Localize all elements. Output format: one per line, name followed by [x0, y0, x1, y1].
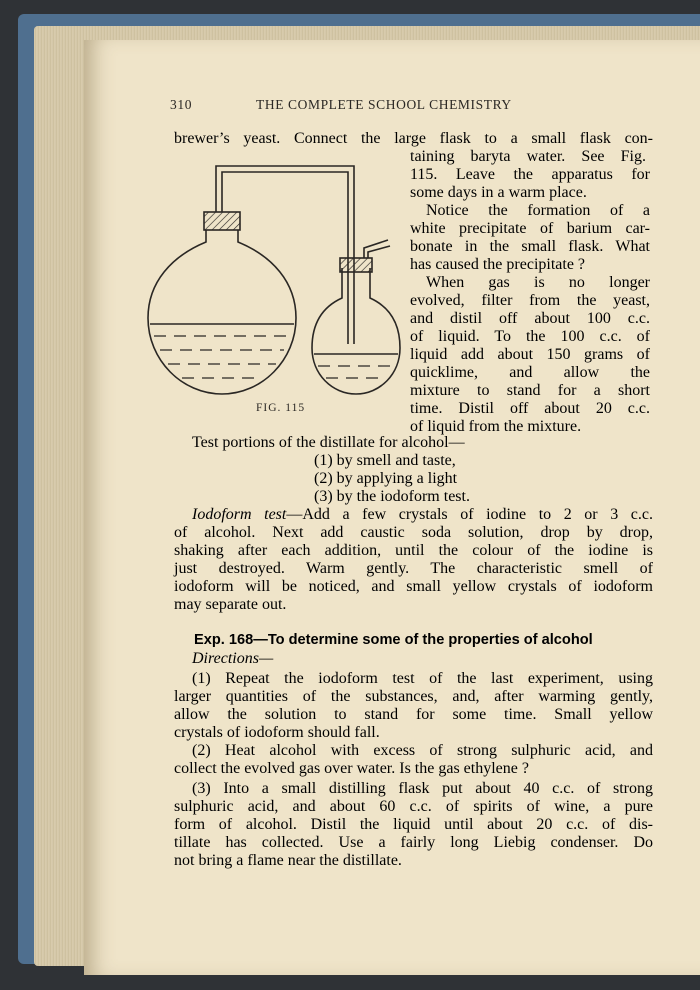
small-flask-stopper [340, 258, 372, 272]
iodoform-line: may separate out. [174, 596, 287, 613]
text-line: Notice the formation of a [426, 202, 650, 219]
test-list-item: (1) by smell and taste, [314, 452, 456, 469]
direction-line: (3) Into a small distilling flask put about 40 c.c. of strong [192, 780, 653, 797]
text-line: 115. Leave the apparatus for [410, 166, 650, 183]
text-line: evolved, filter from the yeast, [410, 292, 650, 309]
iodoform-line: shaking after each addition, until the colour of the iodine is [174, 542, 653, 559]
direction-line: larger quantities of the substances, and, after warming gently, [174, 688, 653, 705]
text-line: bonate in the small flask. What [410, 238, 650, 255]
apparatus-figure [142, 158, 412, 416]
text-line: of liquid. To the 100 c.c. of [410, 328, 650, 345]
text-line: has caused the precipitate ? [410, 256, 586, 273]
text-line: taining baryta water. See Fig. [410, 148, 646, 165]
page-number: 310 [170, 97, 193, 112]
direction-line: form of alcohol. Distil the liquid until about 20 c.c. of dis- [174, 816, 653, 833]
direction-line: collect the evolved gas over water. Is the gas ethylene ? [174, 760, 529, 777]
test-list-item: (3) by the iodoform test. [314, 488, 470, 505]
text-line: When gas is no longer [426, 274, 650, 291]
direction-line: not bring a flame near the distillate. [174, 852, 402, 869]
text-line: white precipitate of barium car- [410, 220, 650, 237]
iodoform-line: just destroyed. Warm gently. The characteristic smell of [174, 560, 653, 577]
experiment-heading: Exp. 168—To determine some of the properties of alcohol [194, 632, 593, 648]
text-line: brewer’s yeast. Connect the large flask to a small flask con- [174, 130, 653, 147]
direction-line: crystals of iodoform should fall. [174, 724, 380, 741]
text-line: quicklime, and allow the [410, 364, 650, 381]
delivery-tube [216, 166, 354, 344]
text-line: time. Distil off about 20 c.c. [410, 400, 650, 417]
text-line: liquid add about 150 grams of [410, 346, 650, 363]
large-flask-stopper [204, 212, 240, 230]
iodoform-line: iodoform will be noticed, and small yellow crystals of iodoform [174, 578, 653, 595]
text-line: mixture to stand for a short [410, 382, 650, 399]
running-title: THE COMPLETE SCHOOL CHEMISTRY [256, 97, 512, 112]
direction-line: (2) Heat alcohol with excess of strong sulphuric acid, and [192, 742, 653, 759]
text-line: some days in a warm place. [410, 184, 587, 201]
text-line: of liquid from the mixture. [410, 418, 582, 435]
text-line: and distil off about 100 c.c. [410, 310, 650, 327]
direction-line: allow the solution to stand for some time. Small yellow [174, 706, 653, 723]
iodoform-line: Iodoform test—Add a few crystals of iodine to 2 or 3 c.c. [192, 506, 653, 523]
test-intro: Test portions of the distillate for alcohol— [192, 434, 465, 451]
direction-line: tillate has collected. Use a fairly long Liebig condenser. Do [174, 834, 653, 851]
direction-line: (1) Repeat the iodoform test of the last experiment, using [192, 670, 653, 687]
small-flask [312, 268, 400, 394]
figure-caption: FIG. 115 [256, 402, 306, 414]
directions-label: Directions— [192, 650, 274, 667]
test-list-item: (2) by applying a light [314, 470, 458, 487]
iodoform-label: Iodoform test [192, 506, 287, 523]
direction-line: sulphuric acid, and about 60 c.c. of spirits of wine, a pure [174, 798, 653, 815]
iodoform-line: of alcohol. Next add caustic soda solution, drop by drop, [174, 524, 653, 541]
large-flask [148, 230, 296, 394]
